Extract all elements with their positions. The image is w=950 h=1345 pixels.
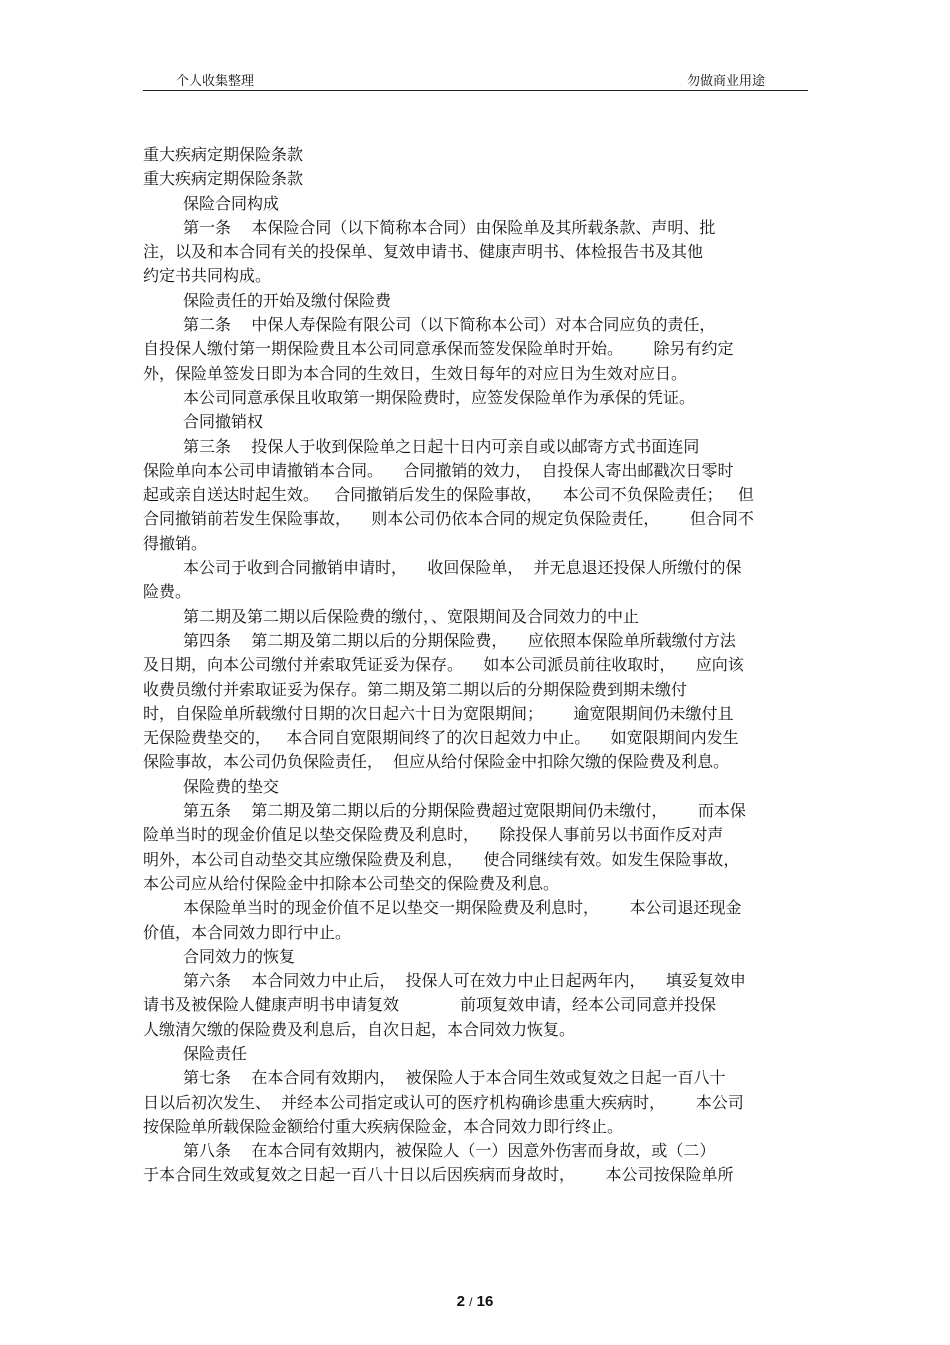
text-line: 按保险单所载保险金额给付重大疾病保险金，本合同效力即行终止。 [143,1116,624,1136]
text-line: 保险合同构成 [183,193,280,213]
text-line: 保险事故，本公司仍负保险责任， 但应从给付保险金中扣除欠缴的保险费及利息。 [143,752,730,772]
text-line: 合同撤销权 [183,412,264,432]
text-line: 保险责任 [183,1043,248,1063]
text-line: 本保险单当时的现金价值不足以垫交一期保险费及利息时， 本公司退还现金 [183,898,742,918]
header-left-text: 个人收集整理 [176,74,255,89]
page-number-separator: / [469,1295,473,1309]
text-line: 约定书共同构成。 [143,266,272,286]
text-line: 得撤销。 [143,533,208,553]
text-line: 日以后初次发生、 并经本公司指定或认可的医疗机构确诊患重大疾病时， 本公司 [143,1092,744,1112]
text-line: 险费。 [143,582,192,602]
text-line: 人缴清欠缴的保险费及利息后，自次日起，本合同效力恢复。 [143,1019,576,1039]
text-line: 收费员缴付并索取证妥为保存。第二期及第二期以后的分期保险费到期未缴付 [143,679,688,699]
text-line: 第七条 在本合同有效期内， 被保险人于本合同生效或复效之日起一百八十 [183,1068,726,1088]
text-line: 价值，本合同效力即行中止。 [143,922,352,942]
text-line: 时，自保险单所载缴付日期的次日起六十日为宽限期间； 逾宽限期间仍未缴付且 [143,703,734,723]
text-line: 注，以及和本合同有关的投保单、复效申请书、健康声明书、体检报告书及其他 [143,242,704,262]
text-line: 无保险费垫交的， 本合同自宽限期间终了的次日起效力中止。 如宽限期间内发生 [143,728,739,748]
text-line: 险单当时的现金价值足以垫交保险费及利息时， 除投保人事前另以书面作反对声 [143,825,724,845]
text-line: 保险单向本公司申请撤销本合同。 合同撤销的效力， 自投保人寄出邮戳次日零时 [143,460,734,480]
text-line: 外，保险单签发日即为本合同的生效日，生效日每年的对应日为生效对应日。 [143,363,688,383]
text-line: 第六条 本合同效力中止后， 投保人可在效力中止日起两年内， 填妥复效申 [183,971,746,991]
text-line: 保险责任的开始及缴付保险费 [183,290,392,310]
text-line: 重大疾病定期保险条款 [143,169,304,189]
text-line: 第三条 投保人于收到保险单之日起十日内可亲自或以邮寄方式书面连同 [183,436,700,456]
document-body [143,143,808,1188]
text-line: 合同撤销前若发生保险事故， 则本公司仍依本合同的规定负保险责任， 但合同不 [143,509,754,529]
text-line: 及日期，向本公司缴付并索取凭证妥为保存。 如本公司派员前往收取时， 应向该 [143,655,744,675]
header-right-text: 勿做商业用途 [687,74,766,89]
text-line: 第五条 第二期及第二期以后的分期保险费超过宽限期间仍未缴付， 而本保 [183,801,746,821]
text-line: 明外，本公司自动垫交其应缴保险费及利息， 使合同继续有效。如发生保险事故， [143,849,740,869]
text-line: 合同效力的恢复 [183,946,296,966]
text-line: 第四条 第二期及第二期以后的分期保险费， 应依照本保险单所载缴付方法 [183,630,736,650]
header-divider [143,90,808,91]
text-line: 本公司于收到合同撤销申请时， 收回保险单， 并无息退还投保人所缴付的保 [183,558,742,578]
page-number-current: 2 [456,1293,465,1310]
text-line: 本公司同意承保且收取第一期保险费时，应签发保险单作为承保的凭证。 [183,387,696,407]
text-line: 请书及被保险人健康声明书申请复效 前项复效申请，经本公司同意并投保 [143,995,717,1015]
text-line: 第二条 中保人寿保险有限公司（以下简称本公司）对本合同应负的责任， [183,315,716,335]
text-line: 保险费的垫交 [183,776,280,796]
text-line: 第一条 本保险合同（以下简称本合同）由保险单及其所载条款、声明、批 [183,217,716,237]
text-line: 自投保人缴付第一期保险费且本公司同意承保而签发保险单时开始。 除另有约定 [143,339,734,359]
text-line: 第八条 在本合同有效期内，被保险人（一）因意外伤害而身故，或（二） [183,1141,716,1161]
page-number-total: 16 [476,1293,494,1310]
text-line: 本公司应从给付保险金中扣除本公司垫交的保险费及利息。 [143,873,560,893]
page-number [0,1293,950,1310]
text-line: 第二期及第二期以后保险费的缴付，、宽限期间及合同效力的中止 [183,606,640,626]
text-line: 起或亲自送达时起生效。 合同撤销后发生的保险事故， 本公司不负保险责任； 但 [143,485,754,505]
text-line: 重大疾病定期保险条款 [143,145,304,164]
text-line: 于本合同生效或复效之日起一百八十日以后因疾病而身故时， 本公司按保险单所 [143,1165,734,1185]
